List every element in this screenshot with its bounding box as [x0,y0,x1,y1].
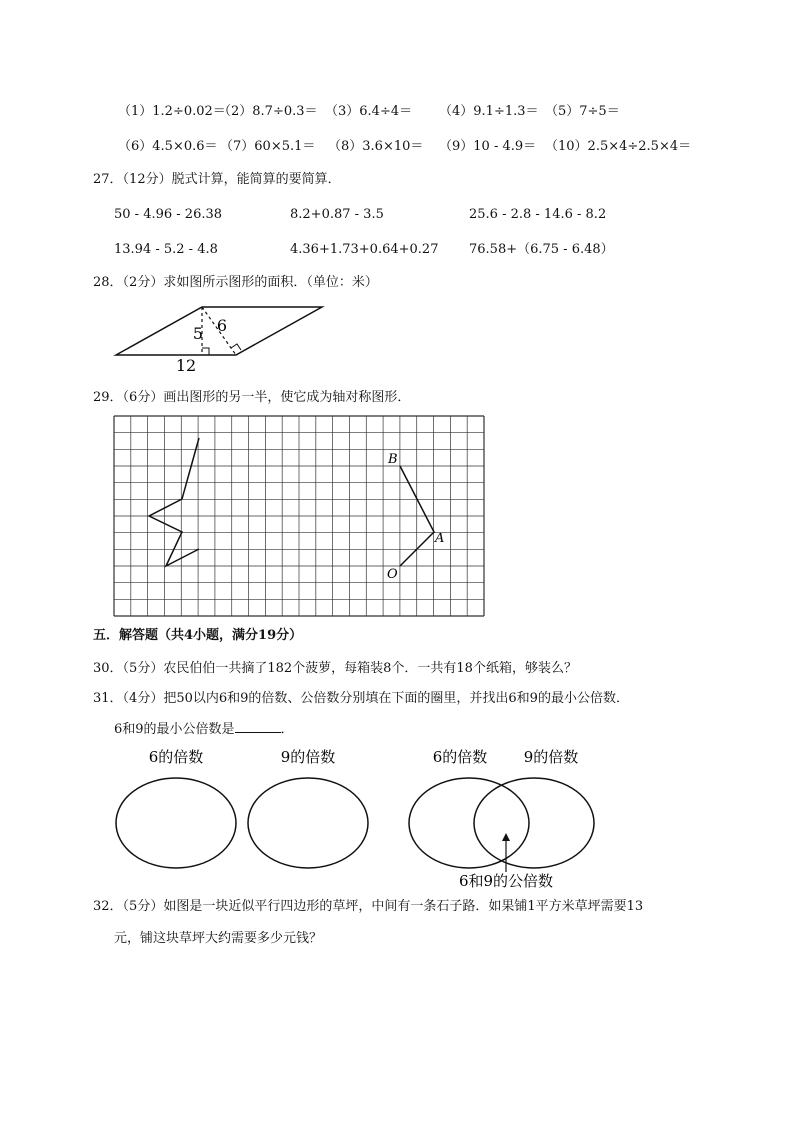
q26-item-6: （6）4.5×0.6＝ [118,139,218,154]
q31-answer-suffix: ． [280,722,294,737]
height-label: 5 [192,324,204,343]
q27-expr-3: 25.6 - 2.8 - 14.6 - 8.2 [469,207,607,222]
symmetry-grid [114,416,486,617]
q31-answer-prefix: 6和9的最小公倍数是 [114,722,235,737]
set-6-oval [116,778,236,868]
q26-item-4: （4）9.1÷1.3＝ [439,104,539,119]
q32-line-1: 32．（5分）如图是一块近似平行四边形的草坪，中间有一条石子路．如果铺1平方米草坪需要13 [93,899,644,914]
q27-expr-5: 4.36+1.73+0.64+0.27 [290,242,439,257]
q32-line-2: 元，铺这块草坪大约需要多少元钱？ [114,931,323,946]
q27-expr-2: 8.2+0.87 - 3.5 [290,207,384,222]
q27-expr-4: 13.94 - 5.2 - 4.8 [114,242,218,257]
label-mult-6: 6的倍数 [148,748,204,766]
label-mult-9: 9的倍数 [280,748,336,766]
q27-expr-1: 50 - 4.96 - 26.38 [114,207,223,222]
q29-title: 29．（6分）画出图形的另一半，使它成为轴对称图形． [93,390,411,405]
q27-expr-6: 76.58+（6.75 - 6.48） [469,242,614,257]
q26-item-3: （3）6.4÷4＝ [325,104,413,119]
q27-title: 27．（12分）脱式计算，能简算的要简算． [93,172,341,187]
slant-label: 6 [216,316,228,335]
q28-title: 28．（2分）求如图所示图形的面积．（单位：米） [93,275,378,290]
answer-blank[interactable] [235,720,281,733]
half-shape-left [149,438,199,566]
q26-item-7: （7）60×5.1＝ [220,139,316,154]
q30-text: 30．（5分）农民伯伯一共摘了182个菠萝，每箱装8个．一共有18个纸箱，够装么？ [93,661,577,676]
point-b-label: B [388,452,398,467]
label-common-multiples: 6和9的公倍数 [458,872,554,890]
venn-figure [114,740,600,890]
venn-9-oval [474,778,594,868]
q31-text: 31．（4分）把50以内6和9的倍数、公倍数分别填在下面的圈里，并找出6和9的最小公倍数． [93,691,629,706]
base-label: 12 [175,356,197,375]
point-o-label: O [387,567,398,582]
set-9-oval [248,778,368,868]
q31-answer-line [114,720,294,739]
q26-item-10: （10）2.5×4÷2.5×4＝ [545,139,692,154]
q26-item-1: （1）1.2÷0.02＝ [118,104,226,119]
grid-lines [114,416,484,616]
q26-item-9: （9）10 - 4.9＝ [439,139,537,154]
q26-item-5: （5）7÷5＝ [545,104,620,119]
label-venn-9: 9的倍数 [523,748,579,766]
point-a-label: A [435,531,445,546]
section-5-title: 五．解答题（共4小题，满分19分） [93,628,303,643]
q26-item-8: （8）3.6×10＝ [328,139,424,154]
q26-item-2: （2）8.7÷0.3＝ [218,104,318,119]
venn-6-oval [409,778,529,868]
parallelogram-figure [112,303,327,375]
label-venn-6: 6的倍数 [432,748,488,766]
